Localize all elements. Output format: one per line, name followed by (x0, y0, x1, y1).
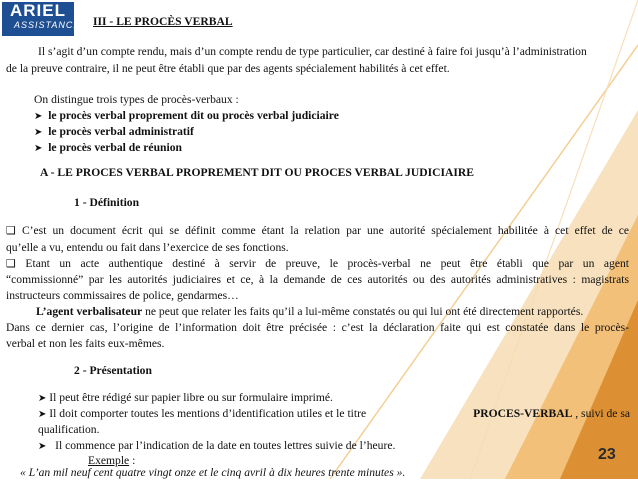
definition-p2-line-1-text: Etant un acte authentique destiné à servir de preuve, le procès-verbal ne peut être établi que par un agent (25, 257, 629, 270)
section-title-text: III - LE PROCÈS VERBAL (93, 15, 233, 28)
definition-p3-line-1 (36, 304, 583, 321)
section-title (93, 14, 233, 31)
types-heading: On distingue trois types de procès-verbaux : (34, 93, 239, 106)
logo-sub-text: ASSISTANCE (14, 20, 81, 30)
definition-title: 1 - Définition (74, 196, 140, 209)
presentation-item-2-lead (38, 406, 366, 424)
proces-verbal-term: PROCES-VERBAL (473, 407, 573, 420)
definition-p3-line-1-text: ne peut que relater les faits qu’il a lui-même constatés ou qui lui ont été directement rapportés. (142, 305, 584, 318)
example-text: « L’an mil neuf cent quatre vingt onze et le cinq avril à dix heures trente minutes ». (20, 466, 406, 479)
presentation-item-2 (38, 406, 630, 424)
presentation-item-1-text: Il peut être rédigé sur papier libre ou sur formulaire imprimé. (49, 391, 333, 404)
presentation-item-1 (38, 390, 333, 408)
intro-line-1: Il s’agit d’un compte rendu, mais d’un compte rendu de type particulier, car destiné à faire foi jusqu’à l’administration (38, 45, 587, 58)
definition-p3-line-2: Dans ce dernier cas, l’origine de l’information doit être précisée : c’est la déclaration faite qui est constatée dans le procès- (6, 321, 629, 334)
checkbox-bullet-icon: ❑ (6, 257, 16, 270)
part-a-title (40, 165, 474, 182)
definition-p2-line-2: “commissionné” par les autorités judiciaires et ce, à la demande de ces autorités ou des autorités administratives : magistrats (6, 273, 629, 286)
types-item-1-text: le procès verbal proprement dit ou procès verbal judiciaire (48, 109, 339, 122)
agent-verbalisateur-term: L’agent verbalisateur (36, 305, 143, 318)
definition-p1-line-1 (6, 223, 629, 240)
definition-p3-line-3: verbal et non les faits eux-mêmes. (6, 337, 165, 350)
intro-line-2: de la preuve contraire, il ne peut être établi que par des agents spécialement habilités à cet effet. (6, 62, 450, 75)
arrow-bullet-icon: ➤ (34, 127, 43, 138)
arrow-bullet-icon: ➤ (38, 441, 47, 452)
presentation-item-2-text: Il doit comporter toutes les mentions d’identification utiles et le titre (49, 407, 367, 420)
arrow-bullet-icon: ➤ (38, 393, 47, 404)
types-item-3 (34, 140, 182, 158)
presentation-title: 2 - Présentation (74, 364, 152, 377)
part-a-title-text: A - LE PROCES VERBAL PROPREMENT DIT OU PROCES VERBAL JUDICIAIRE (40, 166, 474, 179)
presentation-item-3-text: Il commence par l’indication de la date en toutes lettres suivie de l’heure. (55, 439, 396, 452)
types-item-2 (34, 124, 194, 142)
example-label-colon: : (129, 454, 136, 467)
definition-p2-line-3: instructeurs commissaires de police, gendarmes… (6, 289, 239, 302)
definition-p1-line-1-text: C’est un document écrit qui se définit comme étant la relation par une autorité spécialement habilitée à cet effet de ce (21, 224, 629, 237)
checkbox-bullet-icon: ❑ (6, 224, 16, 237)
types-item-2-text: le procès verbal administratif (48, 125, 194, 138)
arrow-bullet-icon: ➤ (38, 409, 47, 420)
arrow-bullet-icon: ➤ (34, 111, 43, 122)
presentation-item-2-post: , suivi de sa (572, 407, 630, 420)
presentation-item-2-tail (473, 406, 630, 424)
example-label-text: Exemple (88, 454, 130, 467)
types-item-3-text: le procès verbal de réunion (48, 141, 182, 154)
page-number: 23 (598, 446, 616, 463)
definition-p1-line-2: qu’elle a vu, entendu ou fait dans l’exercice de ses fonctions. (6, 241, 289, 254)
arrow-bullet-icon: ➤ (34, 143, 43, 154)
company-logo (0, 0, 81, 38)
types-item-1 (34, 108, 339, 126)
logo-main-text: ARIEL (10, 1, 66, 20)
presentation-item-2-line-2: qualification. (38, 423, 100, 436)
definition-p2-line-1 (6, 256, 629, 273)
